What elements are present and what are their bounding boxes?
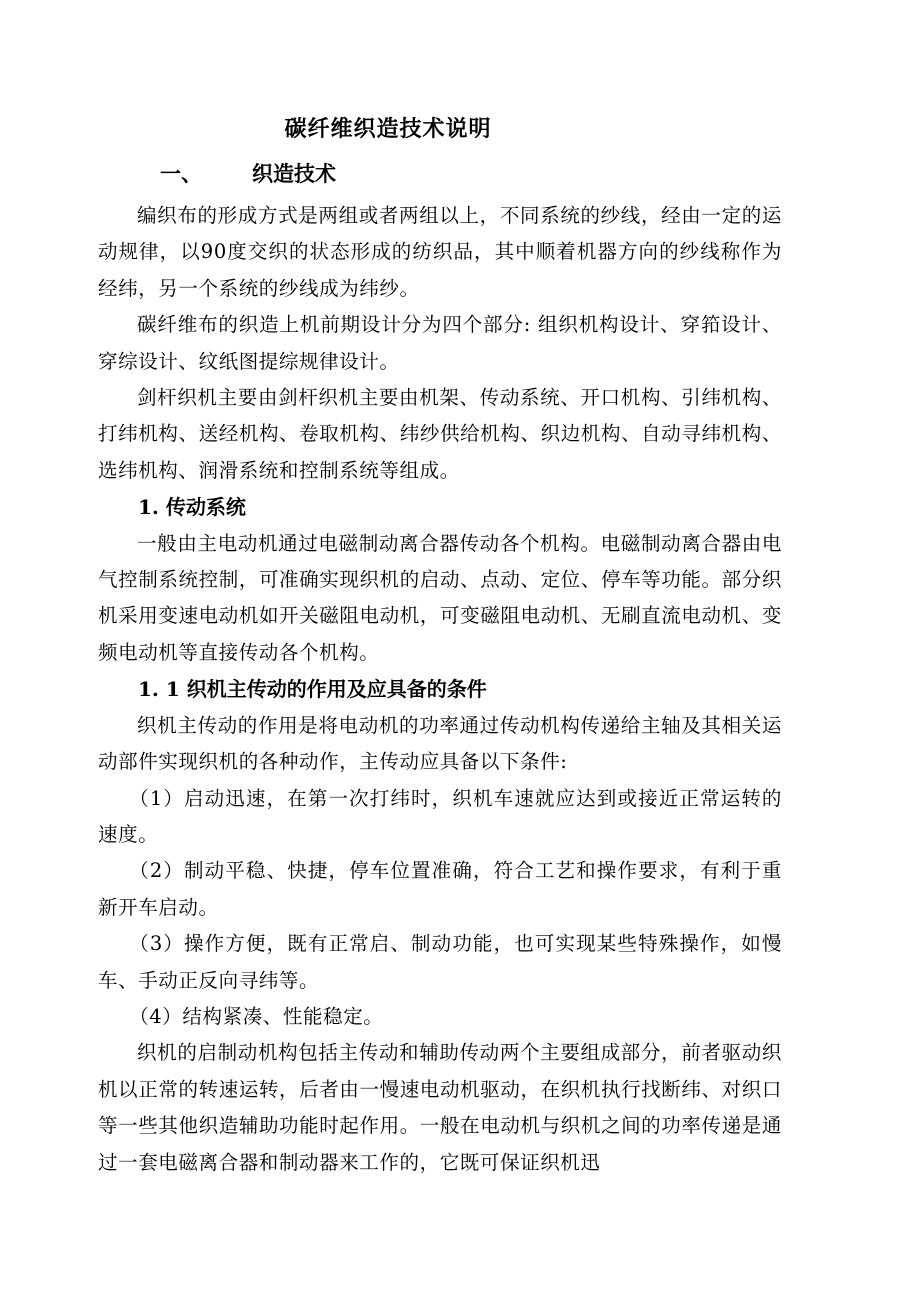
section-heading-text: 织造技术 [252, 161, 336, 186]
list-item: （1）启动迅速，在第一次打纬时，织机车速就应达到或接近正常运转的速度。 [98, 786, 782, 846]
paragraph: 剑杆织机主要由剑杆织机主要由机架、传动系统、开口机构、引纬机构、打纬机构、送经机构、卷取机构、纬纱供给机构、织边机构、自动寻纬机构、选纬机构、润滑系统和控制系统等组成。 [98, 386, 782, 482]
paragraph: 织机主传动的作用是将电动机的功率通过传动机构传递给主轴及其相关运动部件实现织机的各种动作，主传动应具备以下条件: [98, 713, 782, 774]
paragraph: 一般由主电动机通过电磁制动离合器传动各个机构。电磁制动离合器由电气控制系统控制，可准确实现织机的启动、点动、定位、停车等功能。部分织机采用变速电动机如开关磁阻电动机，可变磁阻电动机、无刷直流电动机、变频电动机等直接传动各个机构。 [98, 531, 782, 664]
document-title: 碳纤维织造技术说明 [284, 116, 492, 142]
document-body [98, 198, 782, 1181]
list-item: （2）制动平稳、快捷，停车位置准确，符合工艺和操作要求，有利于重新开车启动。 [98, 859, 782, 919]
subheading: 1. 1 织机主传动的作用及应具备的条件 [138, 677, 487, 702]
subheading: 1. 传动系统 [138, 495, 246, 520]
paragraph: 编织布的形成方式是两组或者两组以上，不同系统的纱线，经由一定的运动规律，以90度交织的状态形成的纺织品，其中顺着机器方向的纱线称作为经纬，另一个系统的纱线成为纬纱。 [98, 204, 782, 300]
section-number: 一、 [160, 161, 202, 186]
list-item: （4）结构紧凑、性能稳定。 [129, 1004, 384, 1028]
paragraph: 织机的启制动机构包括主传动和辅助传动两个主要组成部分，前者驱动织机以正常的转速运转，后者由一慢速电动机驱动，在织机执行找断纬、对织口等一些其他织造辅助功能时起作用。一般在电动机与织机之间的功率传递是通过一套电磁离合器和制动器来工作的，它既可保证织机迅 [98, 1041, 782, 1174]
paragraph: 碳纤维布的织造上机前期设计分为四个部分: 组织机构设计、穿筘设计、穿综设计、纹纸图提综规律设计。 [98, 313, 782, 373]
section-heading [160, 158, 336, 188]
list-item: （3）操作方便，既有正常启、制动功能，也可实现某些特殊操作，如慢车、手动正反向寻纬等。 [98, 932, 782, 992]
